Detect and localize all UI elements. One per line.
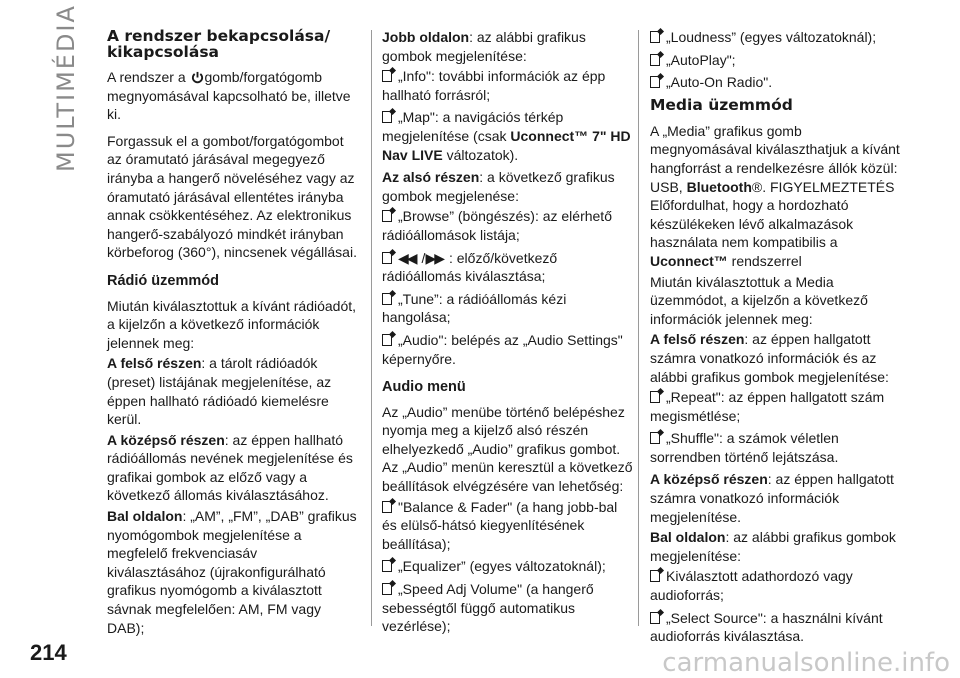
bullet-arrow-icon (650, 432, 660, 444)
bullet-arrow-icon (382, 70, 392, 82)
text: „AutoPlay"; (666, 51, 736, 68)
section-heading-media: Media üzemmód (650, 95, 793, 114)
bullet-arrow-icon (382, 111, 392, 123)
bullet-arrow-icon (382, 293, 392, 305)
text: „Loudness” (egyes változatoknál); (666, 29, 877, 45)
paragraph (107, 68, 359, 124)
bullet-arrow-icon (382, 210, 392, 222)
paragraph: Miután kiválasztottuk a kívánt rádióadót, a kijelzőn a következő információk jelennek meg: (107, 297, 357, 351)
bullet-arrow-icon (650, 54, 660, 66)
bullet-arrow-icon (650, 612, 660, 624)
list-item (650, 51, 905, 70)
paragraph (107, 354, 359, 428)
label: A középső részen (650, 471, 768, 488)
product-name: Uconnect™ 7" HD Nav LIVE (382, 127, 631, 163)
text: A rendszer a (107, 69, 186, 85)
paragraph (382, 168, 634, 205)
text: „Audio": belépés az „Audio Settings" képernyőre. (382, 331, 623, 367)
page-number: 214 (30, 640, 67, 665)
text: : az alábbi grafikus gombok megjelenítése: (650, 529, 896, 564)
text: : a tárolt rádióadók (preset) listájának megjelenítése, az éppen hallható rádióadó kiemelésre kerül. (107, 355, 332, 428)
list-item (382, 290, 634, 327)
product-name: Uconnect™ (650, 252, 728, 269)
list-item (650, 429, 905, 466)
list-item (382, 580, 634, 636)
label: A felső részen (650, 331, 745, 348)
text: : az éppen hallható rádióállomás nevének megjelenítése és grafikai gombok az előző vagy a következő állomás kiválasztásához. (107, 431, 353, 504)
text: : előző/következő rádióállomás kiválasztása; (382, 249, 558, 285)
text: : az alábbi grafikus gombok megjelenítése: (382, 29, 586, 64)
bullet-arrow-icon (382, 334, 392, 346)
bullet-arrow-icon (650, 76, 660, 88)
bullet-arrow-icon (650, 570, 660, 582)
paragraph: Az „Audio” menübe történő belépéshez nyomja meg a kijelző alsó részén elhelyezkedő „Audio” grafikus gombot. Az „Audio” menün keresztül a következő beállítások elvégzésére van lehetőség: (382, 403, 633, 495)
bullet-arrow-icon (650, 391, 660, 403)
list-item (382, 498, 634, 554)
paragraph (650, 330, 905, 386)
paragraph (107, 507, 359, 637)
label: Bal oldalon (107, 508, 183, 525)
text: „Speed Adj Volume" (a hangerő sebességtől függő automatikus vezérlése); (382, 581, 594, 635)
column-divider (638, 30, 639, 626)
list-item (382, 331, 634, 368)
bullet-arrow-icon (382, 583, 392, 595)
section-heading-radio: Rádió üzemmód (107, 272, 219, 289)
label: Jobb oldalon (382, 29, 470, 45)
paragraph: Forgassuk el a gombot/forgatógombot az óramutató járásával megegyező irányba a hangerő növeléséhez vagy az óramutató járásával ellentétes irányba annak csökkentéséhez. Az elektronikus hangerő-szabályozó mindkét irányban körbeforog (360°), nincsenek végállásai. (107, 132, 357, 261)
section-side-label: MULTIMÉDIA (52, 4, 80, 172)
text: : az éppen hallgatott számra vonatkozó információk megjelenítése. (650, 471, 894, 525)
column-divider (371, 30, 372, 626)
text: változatok). (442, 146, 519, 163)
label: Bal oldalon (650, 529, 726, 546)
text: „Equalizer” (egyes változatoknál); (398, 558, 606, 575)
text: ®. FIGYELMEZTETÉS Előfordulhat, hogy a hordozható készülékeken lévő alkalmazások használata nem kompatibilis a (650, 178, 895, 251)
text: „Browse” (böngészés): az elérhető rádióállomások listája; (382, 208, 612, 243)
section-heading-audio: Audio menü (382, 379, 466, 396)
text: rendszerrel (727, 252, 802, 269)
column-3 (650, 28, 905, 650)
paragraph (382, 28, 634, 65)
bullet-arrow-icon (382, 501, 392, 513)
text: „Auto-On Radio". (666, 74, 773, 91)
text: „Map": a navigációs térkép megjelenítése (csak (382, 109, 564, 144)
paragraph (650, 470, 905, 526)
text: A „Media” grafikus gomb megnyomásával kiválaszthatjuk a kívánt hangforrást a rendelkezésre állók közül: USB, (650, 122, 900, 195)
bullet-arrow-icon (382, 560, 392, 572)
text: Kiválasztott adathordozó vagy audioforrás; (650, 568, 853, 604)
paragraph (650, 122, 905, 271)
list-item (650, 73, 905, 92)
text: „Info": további információk az épp hallható forrásról; (382, 68, 606, 103)
text: „Repeat": az éppen hallgatott szám megismétlése; (650, 389, 885, 424)
label: A középső részen (107, 431, 225, 448)
bullet-arrow-icon (382, 252, 392, 264)
power-icon (191, 71, 204, 84)
text: : az éppen hallgatott számra vonatkozó információk és az alábbi grafikus gombok megjelenítése: (650, 331, 889, 385)
text: gomb/forgatógomb megnyomásával kapcsolható be, illetve ki. (107, 69, 351, 123)
text: „Select Source": a használni kívánt audioforrás kiválasztása. (650, 609, 883, 645)
paragraph: Miután kiválasztottuk a Media üzemmódot, a kijelzőn a következő információk jelennek meg: (650, 273, 868, 327)
label: Az alsó részen (382, 169, 480, 186)
list-item (650, 28, 905, 47)
watermark: carmanualsonline.info (662, 648, 950, 678)
list-item (650, 388, 905, 425)
bullet-arrow-icon (650, 31, 660, 43)
column-1 (107, 28, 359, 639)
next-icon: ▶▶ (425, 249, 443, 266)
section-heading-power: A rendszer bekapcsolása/ kikapcsolása (107, 27, 331, 61)
text: / (421, 249, 426, 266)
text: „Tune”: a rádióállomás kézi hangolása; (382, 290, 567, 326)
text: „Shuffle": a számok véletlen sorrendben történő lejátszása. (650, 430, 839, 465)
list-item (650, 609, 905, 646)
paragraph (107, 431, 359, 505)
list-item (382, 249, 634, 286)
previous-icon: ◀◀ (398, 249, 416, 266)
list-item (382, 108, 634, 164)
list-item (382, 557, 634, 576)
label: A felső részen (107, 355, 202, 372)
paragraph (650, 528, 905, 565)
list-item (382, 207, 634, 244)
brand-name: Bluetooth (686, 178, 752, 195)
text: : a következő grafikus gombok megjelenése: (382, 169, 615, 204)
text: "Balance & Fader" (a hang jobb-bal és elülső-hátsó kiegyenlítésének beállítása); (382, 498, 618, 552)
column-2 (382, 28, 634, 640)
list-item (382, 67, 634, 104)
list-item (650, 567, 905, 604)
text: : „AM”, „FM”, „DAB” grafikus nyomógombok megjelenítése a megfelelő frekvenciasáv kiválasztásához (újrakonfigurálható grafikus nyomógomb a kiválasztott sávnak megfelelően: AM, FM vagy DAB); (107, 508, 357, 636)
